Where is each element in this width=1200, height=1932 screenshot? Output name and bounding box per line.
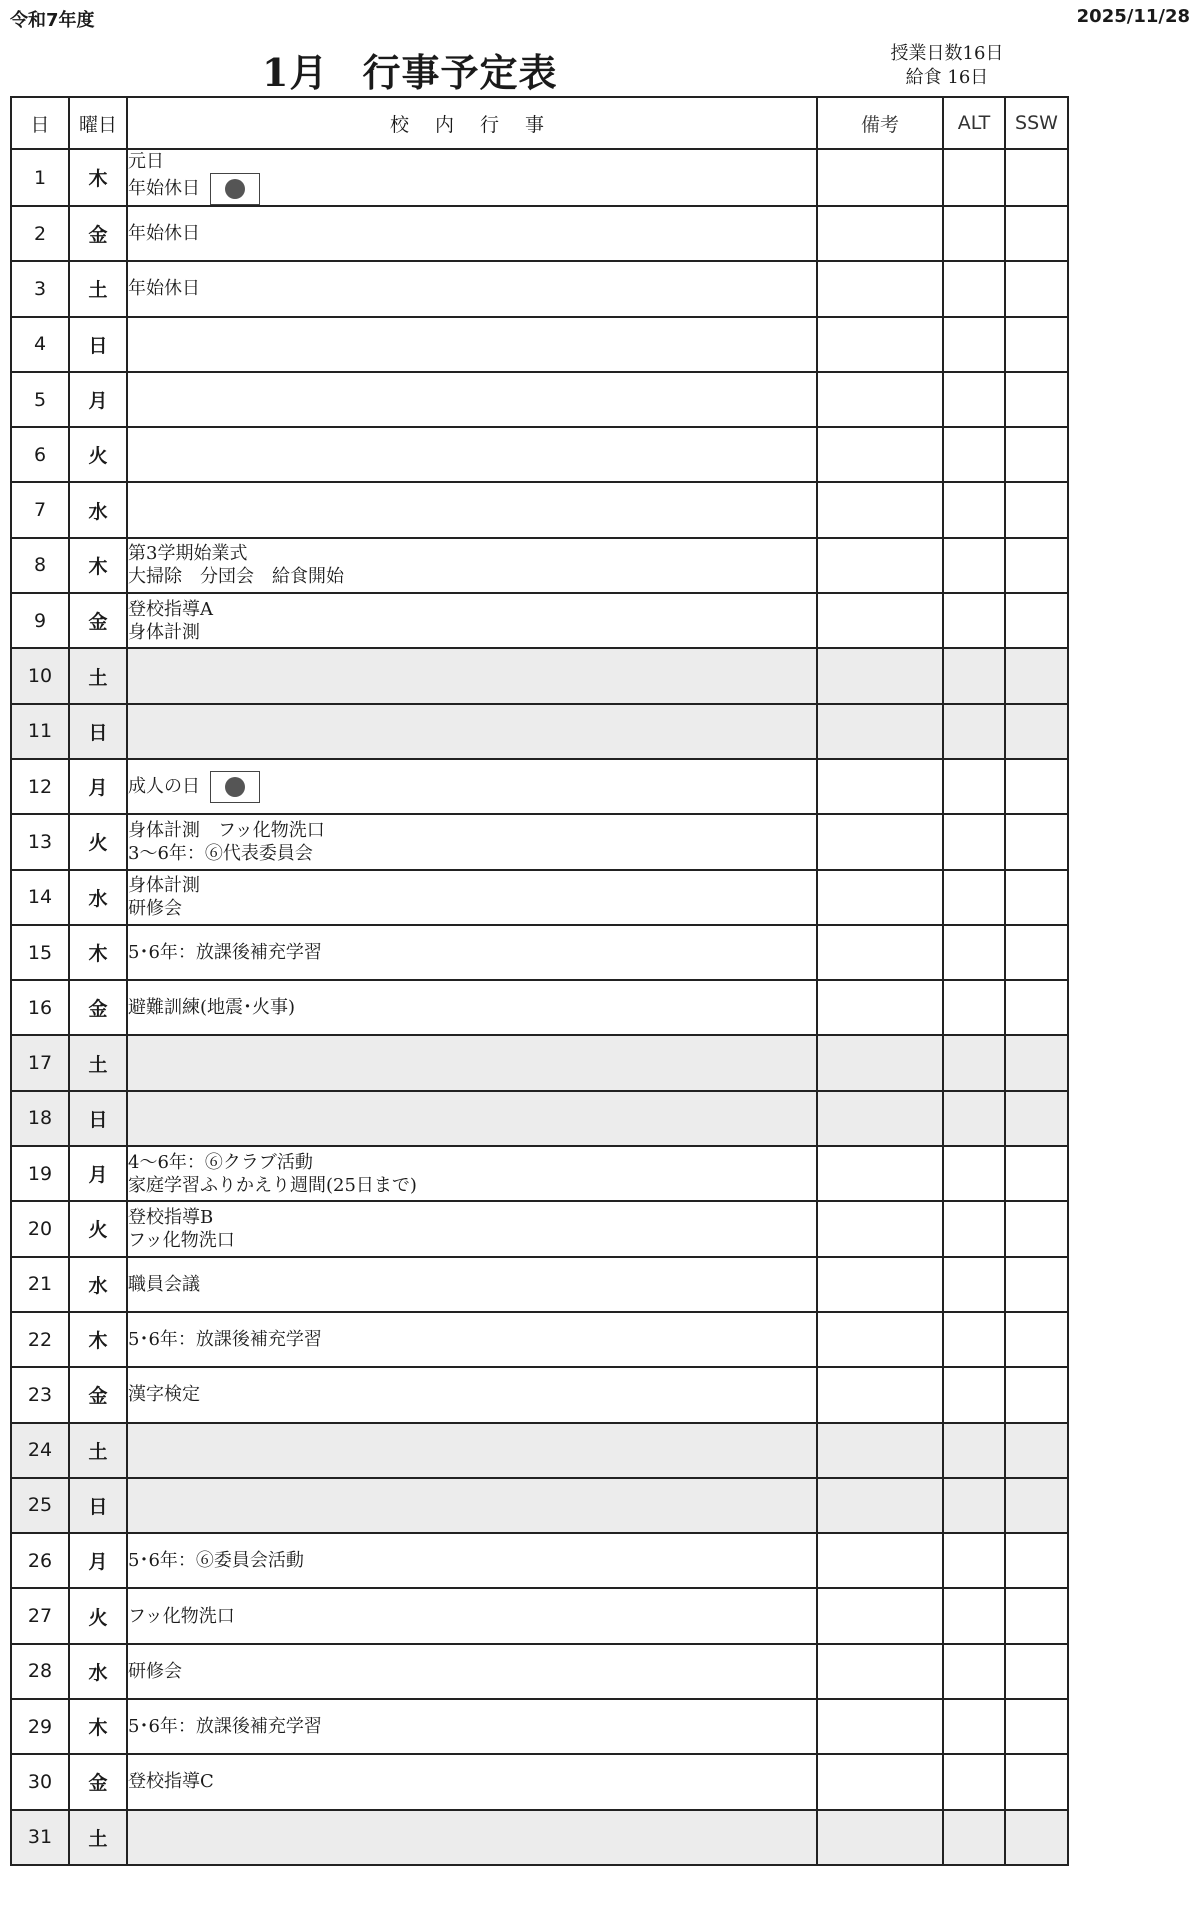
table-row: [11, 759, 1068, 814]
day-number: 21: [11, 1257, 69, 1312]
event-text: [128, 173, 816, 205]
table-row: [11, 1257, 1068, 1312]
event-text: [128, 842, 816, 865]
alt-cell: [943, 1312, 1005, 1367]
events-cell: [127, 1257, 817, 1312]
events-cell: [127, 1644, 817, 1699]
day-number: 23: [11, 1367, 69, 1422]
table-row: [11, 814, 1068, 869]
event-label: 4～6年：⑥クラブ活動: [128, 1151, 313, 1173]
day-number: 18: [11, 1091, 69, 1146]
table-row: [11, 648, 1068, 703]
day-number: 14: [11, 870, 69, 925]
day-number: 2: [11, 206, 69, 261]
day-number: 16: [11, 980, 69, 1035]
event-label: 5･6年：放課後補充学習: [128, 1329, 322, 1351]
table-row: [11, 1312, 1068, 1367]
alt-cell: [943, 1146, 1005, 1201]
alt-cell: [943, 1588, 1005, 1643]
events-cell: [127, 482, 817, 537]
alt-cell: [943, 1754, 1005, 1809]
table-row: [11, 1035, 1068, 1090]
table-row: [11, 1091, 1068, 1146]
col-weekday-header: 曜日: [69, 97, 127, 149]
remarks-cell: [817, 648, 943, 703]
national-flag-icon: [210, 173, 260, 205]
alt-cell: [943, 1644, 1005, 1699]
event-label: 5･6年：放課後補充学習: [128, 1716, 322, 1738]
event-text: [128, 621, 816, 644]
alt-cell: [943, 870, 1005, 925]
event-label: 身体計測: [128, 621, 200, 643]
month-label: 1月: [262, 50, 329, 95]
event-label: 年始休日: [128, 223, 200, 245]
event-text: [128, 1383, 816, 1406]
remarks-cell: [817, 1423, 943, 1478]
events-cell: [127, 648, 817, 703]
col-ssw-header: SSW: [1005, 97, 1068, 149]
table-row: [11, 372, 1068, 427]
events-cell: [127, 1035, 817, 1090]
ssw-cell: [1005, 1091, 1068, 1146]
remarks-cell: [817, 1478, 943, 1533]
event-text: [128, 1151, 816, 1174]
table-row: [11, 1810, 1068, 1865]
events-cell: [127, 925, 817, 980]
table-row: [11, 317, 1068, 372]
alt-cell: [943, 427, 1005, 482]
weekday: 月: [69, 1146, 127, 1201]
weekday: 日: [69, 1478, 127, 1533]
table-row: [11, 1478, 1068, 1533]
event-text: [128, 1229, 816, 1252]
event-label: 研修会: [128, 1660, 182, 1682]
events-cell: [127, 317, 817, 372]
events-cell: [127, 1754, 817, 1809]
day-number: 28: [11, 1644, 69, 1699]
weekday: 火: [69, 1588, 127, 1643]
weekday: 木: [69, 1699, 127, 1754]
events-cell: [127, 1699, 817, 1754]
remarks-cell: [817, 1201, 943, 1256]
event-text: [128, 1715, 816, 1738]
alt-cell: [943, 538, 1005, 593]
events-cell: [127, 427, 817, 482]
weekday: 金: [69, 980, 127, 1035]
alt-cell: [943, 925, 1005, 980]
ssw-cell: [1005, 1699, 1068, 1754]
weekday: 火: [69, 814, 127, 869]
events-cell: [127, 261, 817, 316]
weekday: 土: [69, 1423, 127, 1478]
event-text: [128, 277, 816, 300]
events-cell: [127, 1312, 817, 1367]
alt-cell: [943, 482, 1005, 537]
day-number: 26: [11, 1533, 69, 1588]
remarks-cell: [817, 1091, 943, 1146]
weekday: 土: [69, 261, 127, 316]
title-text: 行事予定表: [362, 50, 558, 95]
ssw-cell: [1005, 870, 1068, 925]
ssw-cell: [1005, 1312, 1068, 1367]
remarks-cell: [817, 1257, 943, 1312]
ssw-cell: [1005, 1201, 1068, 1256]
event-label: 登校指導A: [128, 598, 213, 620]
event-text: [128, 771, 816, 803]
table-row: [11, 980, 1068, 1035]
day-number: 31: [11, 1810, 69, 1865]
remarks-cell: [817, 427, 943, 482]
fiscal-year-label: 令和7年度: [10, 10, 95, 31]
event-text: [128, 897, 816, 920]
day-number: 25: [11, 1478, 69, 1533]
alt-cell: [943, 1423, 1005, 1478]
col-remarks-header: 備考: [817, 97, 943, 149]
day-number: 30: [11, 1754, 69, 1809]
event-label: 身体計測: [128, 875, 200, 897]
ssw-cell: [1005, 482, 1068, 537]
alt-cell: [943, 593, 1005, 648]
alt-cell: [943, 704, 1005, 759]
weekday: 土: [69, 1810, 127, 1865]
event-label: 第3学期始業式: [128, 543, 248, 565]
col-day-header: 日: [11, 97, 69, 149]
day-number: 4: [11, 317, 69, 372]
day-number: 11: [11, 704, 69, 759]
weekday: 火: [69, 1201, 127, 1256]
weekday: 木: [69, 925, 127, 980]
event-text: [128, 1206, 816, 1229]
remarks-cell: [817, 1754, 943, 1809]
remarks-cell: [817, 1367, 943, 1422]
events-cell: [127, 1478, 817, 1533]
events-cell: [127, 206, 817, 261]
weekday: 水: [69, 1257, 127, 1312]
ssw-cell: [1005, 1367, 1068, 1422]
header-row: [11, 97, 1068, 149]
event-text: [128, 819, 816, 842]
remarks-cell: [817, 1644, 943, 1699]
remarks-cell: [817, 1312, 943, 1367]
ssw-cell: [1005, 704, 1068, 759]
weekday: 木: [69, 538, 127, 593]
events-cell: [127, 814, 817, 869]
alt-cell: [943, 980, 1005, 1035]
day-number: 3: [11, 261, 69, 316]
day-number: 15: [11, 925, 69, 980]
day-number: 10: [11, 648, 69, 703]
ssw-cell: [1005, 372, 1068, 427]
events-cell: [127, 593, 817, 648]
table-row: [11, 149, 1068, 206]
event-label: 5･6年：⑥委員会活動: [128, 1550, 304, 1572]
alt-cell: [943, 1533, 1005, 1588]
alt-cell: [943, 1091, 1005, 1146]
col-events-header: 校 内 行 事: [127, 97, 817, 149]
table-row: [11, 1367, 1068, 1422]
day-number: 12: [11, 759, 69, 814]
table-row: [11, 538, 1068, 593]
events-cell: [127, 1201, 817, 1256]
ssw-cell: [1005, 593, 1068, 648]
remarks-cell: [817, 538, 943, 593]
event-text: [128, 941, 816, 964]
weekday: 水: [69, 870, 127, 925]
event-label: フッ化物洗口: [128, 1229, 235, 1251]
weekday: 日: [69, 317, 127, 372]
lunch-days: 給食 16日: [905, 67, 989, 88]
ssw-cell: [1005, 814, 1068, 869]
day-counts: [872, 42, 1022, 90]
ssw-cell: [1005, 648, 1068, 703]
alt-cell: [943, 1810, 1005, 1865]
events-cell: [127, 1533, 817, 1588]
alt-cell: [943, 814, 1005, 869]
event-text: [128, 1549, 816, 1572]
table-row: [11, 1533, 1068, 1588]
alt-cell: [943, 1478, 1005, 1533]
weekday: 金: [69, 593, 127, 648]
ssw-cell: [1005, 538, 1068, 593]
weekday: 月: [69, 759, 127, 814]
alt-cell: [943, 206, 1005, 261]
weekday: 木: [69, 149, 127, 206]
event-text: [128, 565, 816, 588]
event-label: 元日: [128, 151, 164, 172]
class-days: 授業日数16日: [890, 43, 1004, 64]
event-label: 身体計測 フッ化物洗口: [128, 819, 325, 841]
remarks-cell: [817, 149, 943, 206]
weekday: 金: [69, 1367, 127, 1422]
event-label: 漢字検定: [128, 1384, 200, 1406]
remarks-cell: [817, 704, 943, 759]
ssw-cell: [1005, 1257, 1068, 1312]
event-label: 登校指導B: [128, 1206, 214, 1228]
ssw-cell: [1005, 1035, 1068, 1090]
ssw-cell: [1005, 980, 1068, 1035]
events-cell: [127, 980, 817, 1035]
events-cell: [127, 538, 817, 593]
event-text: [128, 598, 816, 621]
events-cell: [127, 149, 817, 206]
table-row: [11, 1201, 1068, 1256]
table-row: [11, 870, 1068, 925]
event-label: 3～6年：⑥代表委員会: [128, 842, 313, 864]
remarks-cell: [817, 1588, 943, 1643]
events-cell: [127, 704, 817, 759]
alt-cell: [943, 1367, 1005, 1422]
weekday: 水: [69, 1644, 127, 1699]
alt-cell: [943, 1035, 1005, 1090]
events-cell: [127, 1588, 817, 1643]
event-text: [128, 1660, 816, 1683]
event-label: 年始休日: [128, 178, 200, 199]
day-number: 6: [11, 427, 69, 482]
day-number: 9: [11, 593, 69, 648]
remarks-cell: [817, 261, 943, 316]
event-label: 大掃除 分団会 給食開始: [128, 566, 344, 588]
remarks-cell: [817, 1035, 943, 1090]
event-text: [128, 996, 816, 1019]
alt-cell: [943, 648, 1005, 703]
event-label: 登校指導C: [128, 1771, 214, 1793]
remarks-cell: [817, 759, 943, 814]
ssw-cell: [1005, 1588, 1068, 1643]
event-text: [128, 1605, 816, 1628]
day-number: 1: [11, 149, 69, 206]
weekday: 火: [69, 427, 127, 482]
alt-cell: [943, 759, 1005, 814]
ssw-cell: [1005, 1754, 1068, 1809]
ssw-cell: [1005, 925, 1068, 980]
event-label: 研修会: [128, 898, 182, 920]
table-row: [11, 206, 1068, 261]
events-cell: [127, 1146, 817, 1201]
weekday: 土: [69, 648, 127, 703]
day-number: 27: [11, 1588, 69, 1643]
national-flag-icon: [210, 771, 260, 803]
ssw-cell: [1005, 1810, 1068, 1865]
day-number: 5: [11, 372, 69, 427]
events-cell: [127, 759, 817, 814]
weekday: 木: [69, 1312, 127, 1367]
weekday: 金: [69, 206, 127, 261]
event-text: [128, 150, 816, 173]
event-text: [128, 1273, 816, 1296]
events-cell: [127, 870, 817, 925]
weekday: 月: [69, 372, 127, 427]
day-number: 7: [11, 482, 69, 537]
ssw-cell: [1005, 1423, 1068, 1478]
day-number: 17: [11, 1035, 69, 1090]
weekday: 日: [69, 704, 127, 759]
events-cell: [127, 1423, 817, 1478]
events-cell: [127, 372, 817, 427]
schedule-table: [10, 96, 1069, 1866]
remarks-cell: [817, 1146, 943, 1201]
remarks-cell: [817, 1699, 943, 1754]
alt-cell: [943, 1257, 1005, 1312]
table-row: [11, 1588, 1068, 1643]
event-text: [128, 874, 816, 897]
ssw-cell: [1005, 1478, 1068, 1533]
remarks-cell: [817, 980, 943, 1035]
day-number: 19: [11, 1146, 69, 1201]
weekday: 土: [69, 1035, 127, 1090]
col-alt-header: ALT: [943, 97, 1005, 149]
table-row: [11, 1644, 1068, 1699]
ssw-cell: [1005, 427, 1068, 482]
ssw-cell: [1005, 149, 1068, 206]
ssw-cell: [1005, 317, 1068, 372]
day-number: 24: [11, 1423, 69, 1478]
alt-cell: [943, 149, 1005, 206]
event-text: [128, 542, 816, 565]
remarks-cell: [817, 593, 943, 648]
ssw-cell: [1005, 1644, 1068, 1699]
event-label: 職員会議: [128, 1273, 200, 1295]
event-text: [128, 222, 816, 245]
remarks-cell: [817, 925, 943, 980]
weekday: 水: [69, 482, 127, 537]
table-row: [11, 1754, 1068, 1809]
event-label: 年始休日: [128, 278, 200, 300]
table-row: [11, 1699, 1068, 1754]
event-label: フッ化物洗口: [128, 1605, 235, 1627]
table-row: [11, 261, 1068, 316]
table-row: [11, 593, 1068, 648]
day-number: 20: [11, 1201, 69, 1256]
remarks-cell: [817, 1533, 943, 1588]
remarks-cell: [817, 206, 943, 261]
day-number: 22: [11, 1312, 69, 1367]
events-cell: [127, 1091, 817, 1146]
ssw-cell: [1005, 759, 1068, 814]
alt-cell: [943, 317, 1005, 372]
ssw-cell: [1005, 261, 1068, 316]
day-number: 8: [11, 538, 69, 593]
print-date: 2025/11/28: [1076, 6, 1190, 27]
alt-cell: [943, 372, 1005, 427]
day-number: 13: [11, 814, 69, 869]
remarks-cell: [817, 372, 943, 427]
weekday: 月: [69, 1533, 127, 1588]
table-row: [11, 482, 1068, 537]
weekday: 日: [69, 1091, 127, 1146]
remarks-cell: [817, 814, 943, 869]
remarks-cell: [817, 317, 943, 372]
weekday: 金: [69, 1754, 127, 1809]
remarks-cell: [817, 482, 943, 537]
remarks-cell: [817, 870, 943, 925]
ssw-cell: [1005, 206, 1068, 261]
day-number: 29: [11, 1699, 69, 1754]
ssw-cell: [1005, 1146, 1068, 1201]
table-row: [11, 427, 1068, 482]
ssw-cell: [1005, 1533, 1068, 1588]
events-cell: [127, 1367, 817, 1422]
event-text: [128, 1328, 816, 1351]
table-row: [11, 925, 1068, 980]
table-row: [11, 1423, 1068, 1478]
events-cell: [127, 1810, 817, 1865]
event-label: 成人の日: [128, 775, 200, 797]
alt-cell: [943, 1201, 1005, 1256]
event-text: [128, 1770, 816, 1793]
alt-cell: [943, 261, 1005, 316]
alt-cell: [943, 1699, 1005, 1754]
page-title: [262, 42, 557, 97]
event-label: 家庭学習ふりかえり週間(25日まで): [128, 1174, 417, 1196]
remarks-cell: [817, 1810, 943, 1865]
event-text: [128, 1174, 816, 1197]
table-row: [11, 704, 1068, 759]
event-label: 5･6年：放課後補充学習: [128, 942, 322, 963]
event-label: 避難訓練(地震･火事): [128, 997, 296, 1019]
table-row: [11, 1146, 1068, 1201]
